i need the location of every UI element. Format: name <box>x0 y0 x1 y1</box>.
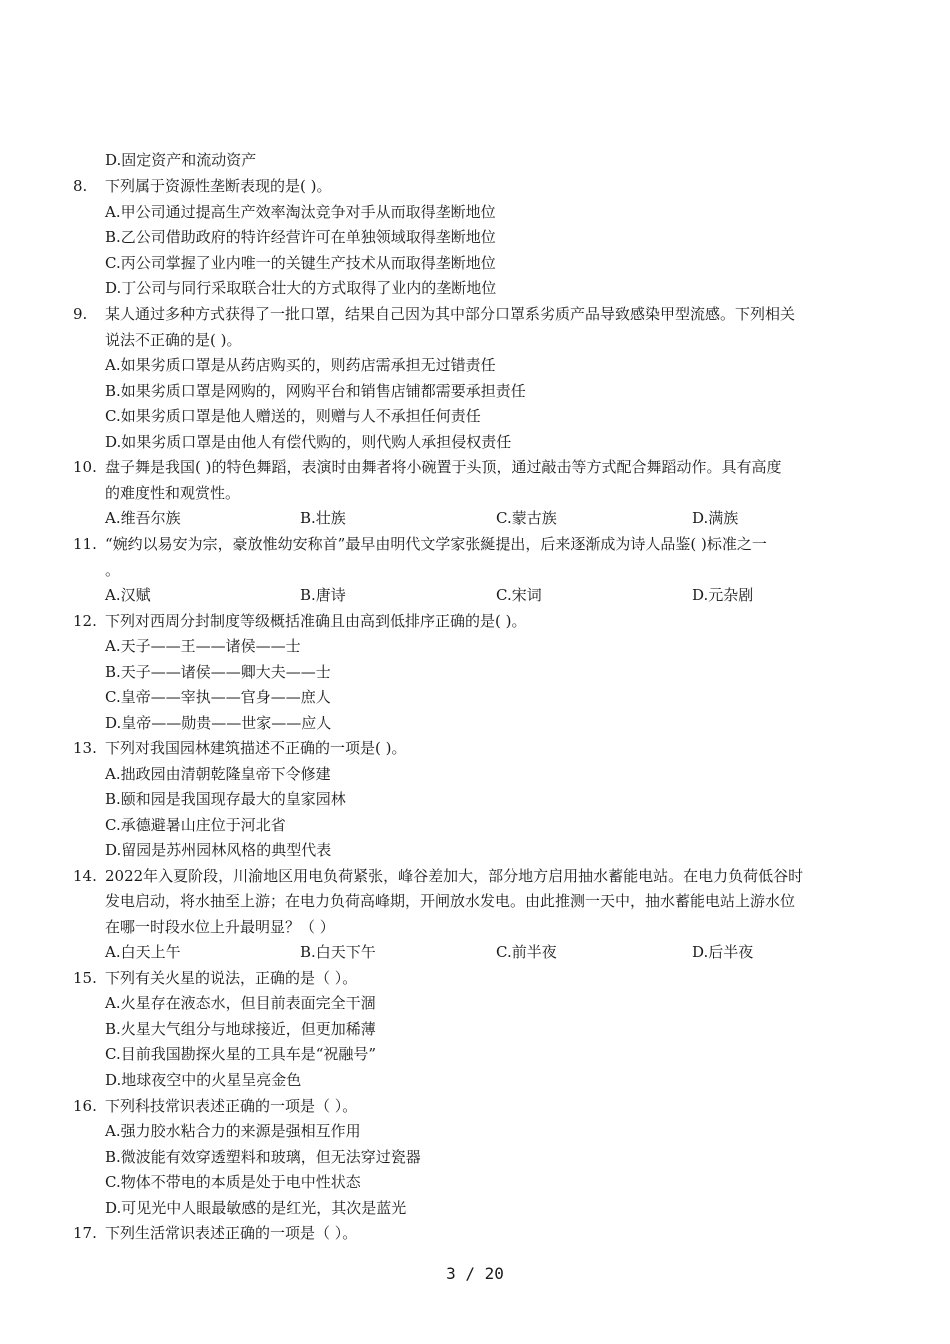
option-b: B.白天下午 <box>300 943 376 961</box>
option-a: A.维吾尔族 <box>105 509 181 527</box>
question-12 <box>0 609 950 634</box>
option-b: B.壮族 <box>300 509 346 527</box>
option-a: A.拙政园由清朝乾隆皇帝下令修建 <box>105 765 331 783</box>
question-stem-cont: 说法不正确的是( )。 <box>105 331 242 349</box>
question-14 <box>0 864 950 889</box>
question-stem: 下列有关火星的说法，正确的是（ ）。 <box>105 969 358 987</box>
question-stem-cont: 发电启动，将水抽至上游；在电力负荷高峰期，开闸放水发电。由此推测一天中，抽水蓄能电站上游水位 <box>105 892 796 910</box>
question-stem-cont: 在哪一时段水位上升最明显？（ ） <box>105 918 335 936</box>
question-stem: 下列科技常识表述正确的一项是（ ）。 <box>105 1097 358 1115</box>
question-number: 8. <box>73 177 88 195</box>
option-c: C.宋词 <box>496 586 542 604</box>
option-d: D.留园是苏州园林风格的典型代表 <box>105 841 332 859</box>
option-b: B.唐诗 <box>300 586 346 604</box>
question-8 <box>0 174 950 199</box>
option-a: A.火星存在液态水，但目前表面完全干涸 <box>105 994 376 1012</box>
option-c: C.物体不带电的本质是处于电中性状态 <box>105 1173 361 1191</box>
option-c: C.承德避暑山庄位于河北省 <box>105 816 286 834</box>
question-stem: 下列属于资源性垄断表现的是( )。 <box>105 177 332 195</box>
question-stem: 下列生活常识表述正确的一项是（ ）。 <box>105 1224 358 1242</box>
option-a: A.白天上午 <box>105 943 181 961</box>
options-row <box>0 506 950 531</box>
option-a: A.如果劣质口罩是从药店购买的，则药店需承担无过错责任 <box>105 356 496 374</box>
option-c: C.如果劣质口罩是他人赠送的，则赠与人不承担任何责任 <box>105 407 481 425</box>
option-d: D.地球夜空中的火星呈亮金色 <box>105 1071 302 1089</box>
question-9 <box>0 302 950 327</box>
option-b: B.天子——诸侯——卿大夫——士 <box>105 663 331 681</box>
question-stem: 2022年入夏阶段，川渝地区用电负荷紧张，峰谷差加大，部分地方启用抽水蓄能电站。在电力负荷低谷时 <box>105 867 804 885</box>
option-a: A.天子——王——诸侯——士 <box>105 637 301 655</box>
option-b: B.乙公司借助政府的特许经营许可在单独领域取得垄断地位 <box>105 228 496 246</box>
question-15 <box>0 966 950 991</box>
question-stem: 盘子舞是我国( )的特色舞蹈，表演时由舞者将小碗置于头顶，通过敲击等方式配合舞蹈动作。具有高度 <box>105 458 782 476</box>
option-a: A.汉赋 <box>105 586 151 604</box>
option-d: D.丁公司与同行采取联合壮大的方式取得了业内的垄断地位 <box>105 279 497 297</box>
option-d: D.满族 <box>692 509 739 527</box>
option-b: B.火星大气组分与地球接近，但更加稀薄 <box>105 1020 376 1038</box>
question-17 <box>0 1221 950 1246</box>
question-stem: “婉约以易安为宗，豪放惟幼安称首”最早由明代文学家张綖提出，后来逐渐成为诗人品鉴( )标准之一 <box>105 535 767 553</box>
page-number: 3 / 20 <box>446 1264 504 1283</box>
option-b: B.微波能有效穿透塑料和玻璃，但无法穿过瓷器 <box>105 1148 421 1166</box>
question-stem: 某人通过多种方式获得了一批口罩，结果自己因为其中部分口罩系劣质产品导致感染甲型流感。下列相关 <box>105 305 796 323</box>
option-c: C.目前我国勘探火星的工具车是“祝融号” <box>105 1045 377 1063</box>
option-d: D.可见光中人眼最敏感的是红光，其次是蓝光 <box>105 1199 407 1217</box>
option-d: D.皇帝——勋贵——世家——应人 <box>105 714 332 732</box>
option-b: B.颐和园是我国现存最大的皇家园林 <box>105 790 346 808</box>
option-d: D.元杂剧 <box>692 586 754 604</box>
question-number: 12. <box>73 612 97 630</box>
question-number: 16. <box>73 1097 97 1115</box>
question-10 <box>0 455 950 480</box>
option-a: A.强力胶水粘合力的来源是强相互作用 <box>105 1122 361 1140</box>
question-stem: 下列对西周分封制度等级概括准确且由高到低排序正确的是( )。 <box>105 612 527 630</box>
option-c: C.皇帝——宰执——官身——庶人 <box>105 688 331 706</box>
question-number: 9. <box>73 305 88 323</box>
option-c: C.前半夜 <box>496 943 557 961</box>
option-c: C.蒙古族 <box>496 509 557 527</box>
option-c: C.丙公司掌握了业内唯一的关键生产技术从而取得垄断地位 <box>105 254 496 272</box>
question-7-tail <box>0 148 950 173</box>
option-a: A.甲公司通过提高生产效率淘汰竞争对手从而取得垄断地位 <box>105 203 496 221</box>
options-row <box>0 940 950 965</box>
question-number: 11. <box>73 535 97 553</box>
question-number: 15. <box>73 969 97 987</box>
question-number: 10. <box>73 458 97 476</box>
question-number: 14. <box>73 867 97 885</box>
question-13 <box>0 736 950 761</box>
question-number: 13. <box>73 739 97 757</box>
question-stem: 下列对我国园林建筑描述不正确的一项是( )。 <box>105 739 407 757</box>
option-b: B.如果劣质口罩是网购的，网购平台和销售店铺都需要承担责任 <box>105 382 526 400</box>
question-16 <box>0 1094 950 1119</box>
question-stem-cont: 的难度性和观赏性。 <box>105 484 241 502</box>
question-stem-cont: 。 <box>105 561 121 579</box>
question-number: 17. <box>73 1224 97 1242</box>
option-d: D.固定资产和流动资产 <box>105 151 257 169</box>
option-d: D.后半夜 <box>692 943 754 961</box>
options-row <box>0 583 950 608</box>
question-11 <box>0 532 950 557</box>
option-d: D.如果劣质口罩是由他人有偿代购的，则代购人承担侵权责任 <box>105 433 512 451</box>
